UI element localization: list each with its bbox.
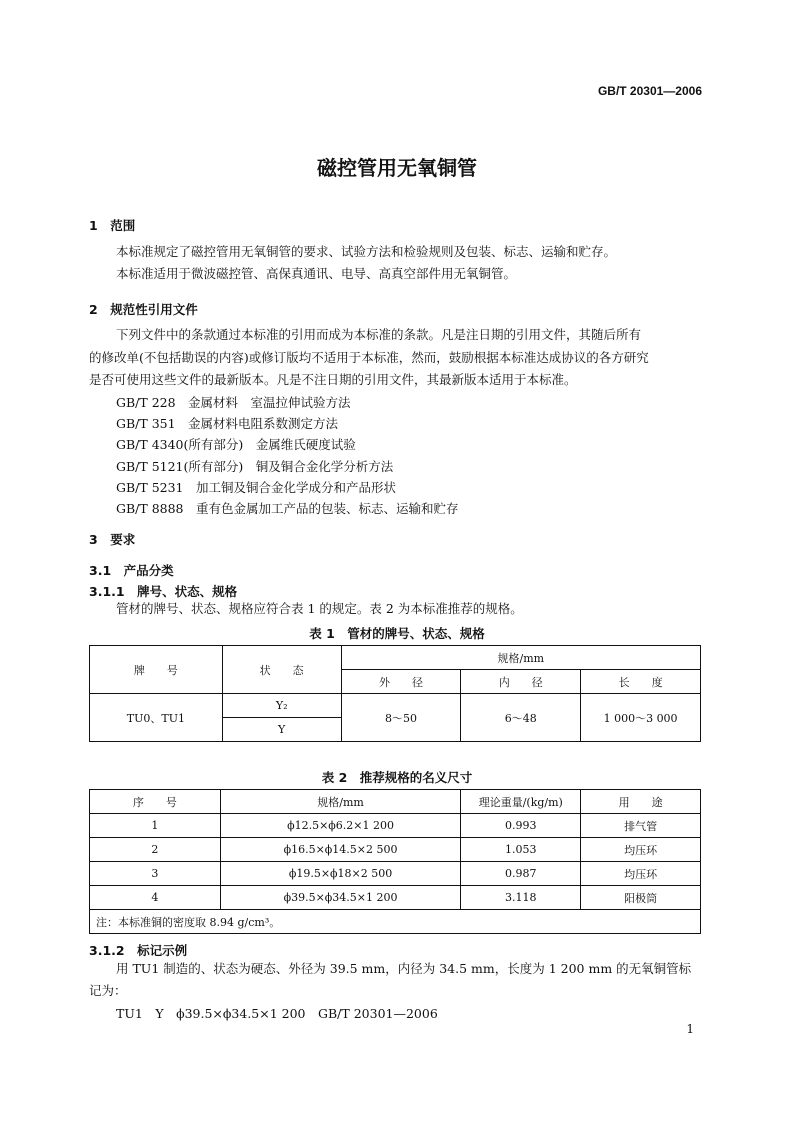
section-2-intro-2: 的修改单(不包括勘误的内容)或修订版均不适用于本标准，然而，鼓励根据本标准达成协议的各方研究 (89, 350, 649, 365)
table-1-header-state: 状 态 (222, 646, 341, 694)
reference-item: GB/T 4340(所有部分) 金属维氏硬度试验 (116, 437, 356, 452)
reference-item: GB/T 8888 重有色金属加工产品的包装、标志、运输和贮存 (116, 501, 459, 516)
section-2-intro-3: 是否可使用这些文件的最新版本。凡是不注日期的引用文件，其最新版本适用于本标准。 (89, 372, 577, 387)
table-1-length: 1 000～3 000 (581, 694, 701, 742)
table-cell: ϕ39.5×ϕ34.5×1 200 (220, 886, 461, 910)
table-1-state: Y (222, 718, 341, 742)
table-cell: 阳极筒 (581, 886, 701, 910)
table-1-id: 6～48 (461, 694, 581, 742)
section-1-heading: 1 范围 (89, 218, 136, 233)
table-1-state: Y₂ (222, 694, 341, 718)
table-2 (89, 789, 701, 934)
table-row (90, 838, 701, 862)
table-cell: 1.053 (461, 838, 581, 862)
table-row (90, 814, 701, 838)
table-cell: 3.118 (461, 886, 581, 910)
marking-example: TU1 Y ϕ39.5×ϕ34.5×1 200 GB/T 20301—2006 (116, 1006, 438, 1021)
table-1-grade: TU0、TU1 (90, 694, 223, 742)
table-2-header: 规格/mm (220, 790, 461, 814)
document-title: 磁控管用无氧铜管 (317, 156, 477, 180)
section-3-1-2-para-1: 用 TU1 制造的、状态为硬态、外径为 39.5 mm，内径为 34.5 mm，长度为 1 200 mm 的无氧铜管标 (116, 961, 692, 976)
table-row (90, 886, 701, 910)
table-1-header-spec: 规格/mm (341, 646, 700, 670)
table-2-header: 用 途 (581, 790, 701, 814)
table-2-header: 理论重量/(kg/m) (461, 790, 581, 814)
table-cell: ϕ12.5×ϕ6.2×1 200 (220, 814, 461, 838)
table-cell: 排气管 (581, 814, 701, 838)
reference-item: GB/T 228 金属材料 室温拉伸试验方法 (116, 395, 351, 410)
section-3-1-heading: 3.1 产品分类 (89, 563, 174, 578)
table-cell: 0.987 (461, 862, 581, 886)
table-cell: 1 (90, 814, 221, 838)
table-1-header-grade: 牌 号 (90, 646, 223, 694)
reference-item: GB/T 5231 加工铜及铜合金化学成分和产品形状 (116, 480, 397, 495)
table-2-caption: 表 2 推荐规格的名义尺寸 (321, 770, 473, 785)
table-cell: 0.993 (461, 814, 581, 838)
table-row (90, 862, 701, 886)
section-3-1-2-heading: 3.1.2 标记示例 (89, 943, 188, 958)
page-number: 1 (686, 1022, 694, 1036)
table-cell: 3 (90, 862, 221, 886)
table-cell: 4 (90, 886, 221, 910)
section-3-1-1-heading: 3.1.1 牌号、状态、规格 (89, 584, 238, 599)
table-1-od: 8～50 (341, 694, 461, 742)
section-1-para-2: 本标准适用于微波磁控管、高保真通讯、电导、高真空部件用无氧铜管。 (116, 266, 517, 281)
table-cell: 均压环 (581, 862, 701, 886)
table-1-header-length: 长 度 (581, 670, 701, 694)
table-cell: 2 (90, 838, 221, 862)
section-1-para-1: 本标准规定了磁控管用无氧铜管的要求、试验方法和检验规则及包装、标志、运输和贮存。 (116, 244, 617, 259)
standard-number: GB/T 20301—2006 (597, 84, 702, 98)
table-cell: ϕ16.5×ϕ14.5×2 500 (220, 838, 461, 862)
table-2-note: 注：本标准铜的密度取 8.94 g/cm³。 (90, 910, 701, 934)
table-1-caption: 表 1 管材的牌号、状态、规格 (309, 626, 485, 641)
section-2-intro-1: 下列文件中的条款通过本标准的引用而成为本标准的条款。凡是注日期的引用文件，其随后所有 (116, 327, 642, 342)
reference-item: GB/T 351 金属材料电阻系数测定方法 (116, 416, 339, 431)
table-2-header: 序 号 (90, 790, 221, 814)
section-3-heading: 3 要求 (89, 532, 136, 547)
section-3-1-1-para: 管材的牌号、状态、规格应符合表 1 的规定。表 2 为本标准推荐的规格。 (116, 601, 523, 616)
reference-item: GB/T 5121(所有部分) 铜及铜合金化学分析方法 (116, 459, 394, 474)
table-1-header-od: 外 径 (341, 670, 461, 694)
table-cell: 均压环 (581, 838, 701, 862)
table-cell: ϕ19.5×ϕ18×2 500 (220, 862, 461, 886)
table-1 (89, 645, 701, 742)
section-3-1-2-para-2: 记为： (89, 983, 127, 998)
table-1-header-id: 内 径 (461, 670, 581, 694)
section-2-heading: 2 规范性引用文件 (89, 302, 198, 317)
